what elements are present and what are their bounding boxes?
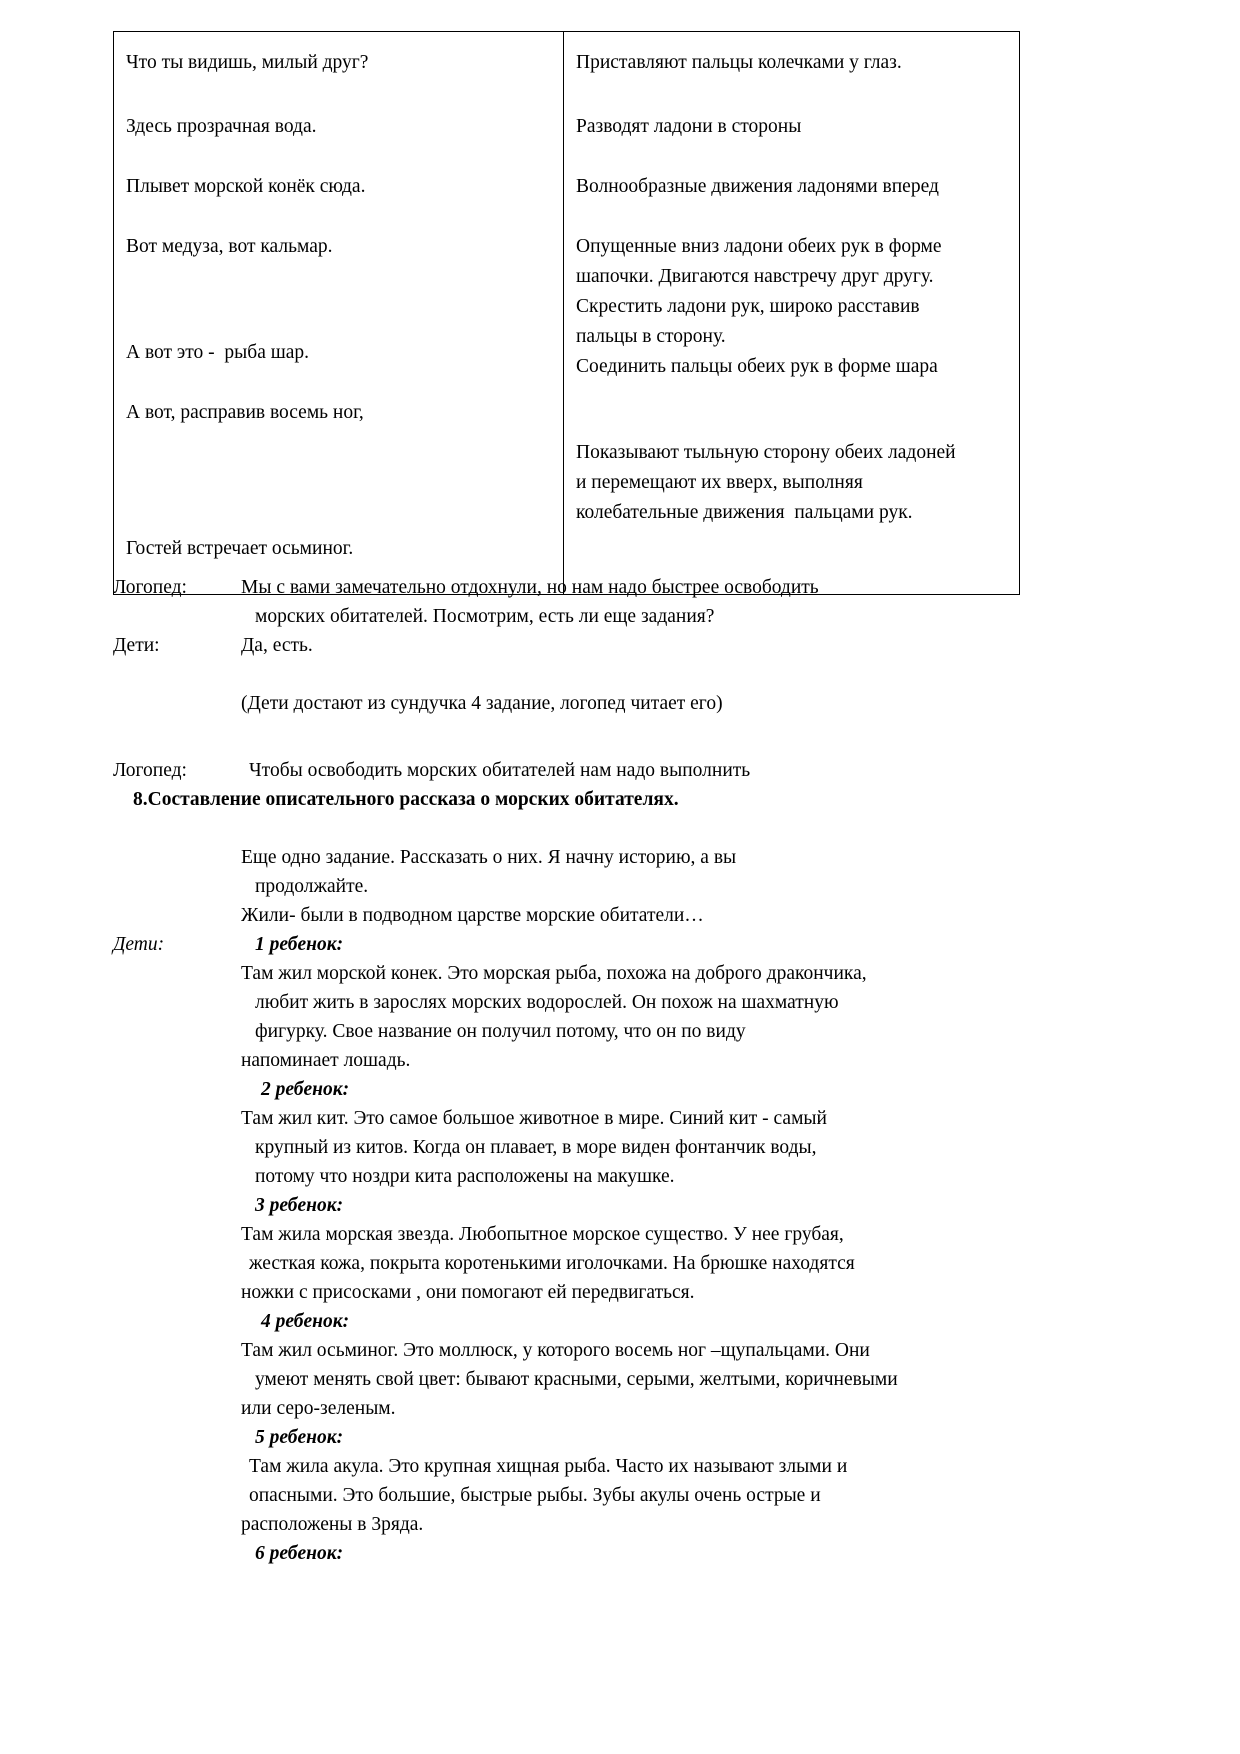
child-label: 1 ребенок: [255,934,344,955]
paragraph-gap [113,660,1123,689]
child-line: фигурку. Свое название он получил потому, что он по виду [255,1021,746,1042]
child-story-1 [241,930,1123,1075]
dialogue-row-logoped-2 [113,756,1123,785]
child-line: опасными. Это большие, быстрые рыбы. Зубы акулы очень острые и [249,1485,821,1506]
table-row [114,32,1020,595]
child-line: Там жил морской конек. Это морская рыба, похожа на доброго дракончика, [241,963,867,984]
child-story-2 [241,1075,1123,1191]
poem-line: Вот медуза, вот кальмар. [126,236,333,257]
child-line: или серо-зеленым. [241,1398,396,1419]
movement-line: шапочки. Двигаются навстречу друг другу. [576,266,934,287]
movement-line: Приставляют пальцы колечками у глаз. [576,52,902,73]
child-label: 2 ребенок: [261,1079,350,1100]
child-line: напоминает лошадь. [241,1050,411,1071]
stage-direction: (Дети достают из сундучка 4 задание, логопед читает его) [241,693,723,714]
movement-line: и перемещают их вверх, выполняя [576,472,863,493]
speech-text [241,573,1123,631]
speech-line: Мы с вами замечательно отдохнули, но нам надо быстрее освободить [241,577,819,598]
child-line: Там жила морская звезда. Любопытное морское существо. У нее грубая, [241,1224,844,1245]
cell-spacer [126,368,553,398]
paragraph-gap [113,718,1123,756]
cell-spacer [126,78,553,112]
dialogue-row-logoped-1 [113,573,1123,631]
poem-line: Здесь прозрачная вода. [126,116,317,137]
child-story-3 [241,1191,1123,1307]
section-heading: 8.Составление описательного рассказа о морских обитателях. [133,789,679,810]
speaker-label-deti-italic: Дети: [113,934,165,955]
child-line: крупный из китов. Когда он плавает, в море виден фонтанчик воды, [255,1137,817,1158]
movement-line: пальцы в сторону. [576,326,726,347]
movement-line: Волнообразные движения ладонями вперед [576,176,939,197]
speech-line: Жили- были в подводном царстве морские обитатели… [241,905,704,926]
speech-text [241,756,1123,785]
dialogue-row-logoped-3 [113,843,1123,930]
speech-line: Чтобы освободить морских обитателей нам надо выполнить [249,760,751,781]
poem-line: А вот это - рыба шар. [126,342,310,363]
cell-spacer [576,142,1009,172]
child-line: Там жил кит. Это самое большое животное в мире. Синий кит - самый [241,1108,827,1129]
cell-spacer [126,428,553,504]
movement-line: Показывают тыльную сторону обеих ладоней [576,442,956,463]
child-story-6 [241,1539,1123,1568]
cell-spacer [576,78,1009,112]
cell-spacer [126,202,553,232]
child-label: 3 ребенок: [255,1195,344,1216]
speaker-label-deti: Дети: [113,635,160,656]
cell-spacer [126,142,553,172]
table-cell-text [114,32,564,595]
child-line: жесткая кожа, покрыта коротенькими иголочками. На брюшке находятся [249,1253,855,1274]
speech-line: продолжайте. [255,876,369,897]
speech-line: морских обитателей. Посмотрим, есть ли еще задания? [255,606,715,627]
child-line: расположены в 3ряда. [241,1514,424,1535]
child-label: 5 ребенок: [255,1427,344,1448]
child-line: ножки с присосками , они помогают ей передвигаться. [241,1282,695,1303]
cell-spacer [126,262,553,338]
movement-line: Разводят ладони в стороны [576,116,802,137]
children-stories [241,930,1123,1568]
speech-text [241,843,1123,930]
movement-line: колебательные движения пальцами рук. [576,502,913,523]
cell-spacer [576,202,1009,232]
poem-movements-table [113,31,1020,595]
movement-line: Скрестить ладони рук, широко расставив [576,296,920,317]
speech-line: Еще одно задание. Рассказать о них. Я начну историю, а вы [241,847,737,868]
child-story-5 [241,1423,1123,1539]
cell-spacer [126,504,553,534]
child-line: Там жила акула. Это крупная хищная рыба. Часто их называют злыми и [249,1456,848,1477]
child-line: любит жить в зарослях морских водорослей. Он похож на шахматную [255,992,839,1013]
child-line: умеют менять свой цвет: бывают красными, серыми, желтыми, коричневыми [255,1369,898,1390]
child-label: 6 ребенок: [255,1543,344,1564]
dialogue-body [113,573,1123,1568]
speech-text: Да, есть. [241,635,313,656]
cell-spacer [576,382,1009,438]
table-body [114,32,1020,595]
table-cell-movement [564,32,1020,595]
child-line: потому что ноздри кита расположены на макушке. [255,1166,675,1187]
child-story-4 [241,1307,1123,1423]
dialogue-row-deti-1 [113,631,1123,660]
movement-line: Опущенные вниз ладони обеих рук в форме [576,236,942,257]
poem-line: Плывет морской конёк сюда. [126,176,366,197]
dialogue-row-deti-2 [113,930,1123,1568]
child-label: 4 ребенок: [261,1311,350,1332]
movement-line: Соединить пальцы обеих рук в форме шара [576,356,938,377]
speaker-label-logoped: Логопед: [113,577,187,598]
speaker-label-logoped: Логопед: [113,760,187,781]
poem-line: А вот, расправив восемь ног, [126,402,364,423]
child-line: Там жил осьминог. Это моллюск, у которого восемь ног –щупальцами. Они [241,1340,870,1361]
paragraph-gap [113,814,1123,843]
poem-line: Гостей встречает осьминог. [126,538,354,559]
poem-line: Что ты видишь, милый друг? [126,52,369,73]
